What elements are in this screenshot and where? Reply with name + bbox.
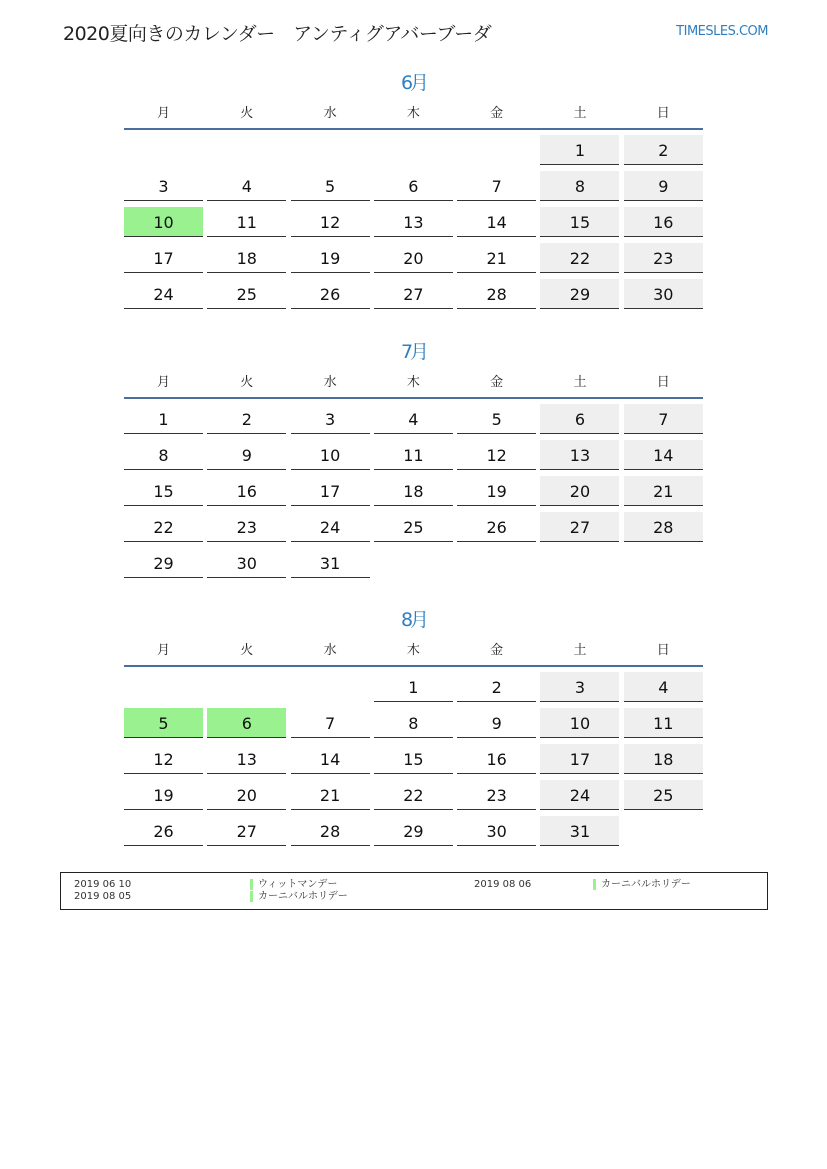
day-cell: 3 <box>291 404 370 434</box>
day-cell: 21 <box>291 780 370 810</box>
weekday-label: 金 <box>490 106 504 121</box>
day-cell: 19 <box>124 780 203 810</box>
day-cell: 6 <box>207 708 286 738</box>
day-cell: 10 <box>291 440 370 470</box>
day-cell: 22 <box>124 512 203 542</box>
day-cell: 31 <box>540 816 619 846</box>
day-cell: 30 <box>457 816 536 846</box>
week-row <box>124 780 703 810</box>
day-cell: 1 <box>540 135 619 165</box>
day-cell: 31 <box>291 548 370 578</box>
empty-day-cell <box>291 672 370 702</box>
weekday-label: 水 <box>323 643 337 658</box>
day-cell: 30 <box>624 279 703 309</box>
day-cell: 5 <box>291 171 370 201</box>
day-cell: 25 <box>374 512 453 542</box>
empty-day-cell <box>374 548 453 578</box>
weekday-label: 木 <box>406 375 420 390</box>
day-cell: 2 <box>624 135 703 165</box>
day-cell: 13 <box>207 744 286 774</box>
weekday-label: 火 <box>240 106 254 121</box>
day-cell: 27 <box>207 816 286 846</box>
day-cell: 10 <box>540 708 619 738</box>
day-cell: 27 <box>374 279 453 309</box>
day-cell: 6 <box>540 404 619 434</box>
day-cell: 17 <box>124 243 203 273</box>
day-cell: 28 <box>624 512 703 542</box>
month-block <box>124 70 703 315</box>
legend-holiday <box>593 879 691 891</box>
weekday-label: 土 <box>573 106 587 121</box>
page-title: 2020夏向きのカレンダー アンティグアバーブーダ <box>63 23 492 45</box>
weekday-label: 金 <box>490 375 504 390</box>
day-cell: 8 <box>124 440 203 470</box>
day-cell: 21 <box>457 243 536 273</box>
day-cell: 14 <box>291 744 370 774</box>
legend-holiday-name: カーニバルホリデー <box>601 879 691 890</box>
month-block <box>124 339 703 584</box>
day-cell: 3 <box>124 171 203 201</box>
day-cell: 25 <box>207 279 286 309</box>
weekday-label: 水 <box>323 375 337 390</box>
week-row <box>124 171 703 201</box>
day-cell: 29 <box>540 279 619 309</box>
day-cell: 24 <box>124 279 203 309</box>
week-row <box>124 243 703 273</box>
legend-date: 2019 08 05 <box>74 891 132 902</box>
day-cell: 12 <box>457 440 536 470</box>
legend-holiday-name: ウィットマンデー <box>258 879 338 890</box>
weekday-label: 月 <box>156 375 170 390</box>
weekday-label: 月 <box>156 643 170 658</box>
week-row <box>124 548 703 578</box>
day-cell: 12 <box>291 207 370 237</box>
weekday-label: 土 <box>573 375 587 390</box>
day-cell: 26 <box>457 512 536 542</box>
day-cell: 25 <box>624 780 703 810</box>
day-cell: 9 <box>457 708 536 738</box>
day-cell: 7 <box>457 171 536 201</box>
empty-day-cell <box>291 135 370 165</box>
day-cell: 26 <box>124 816 203 846</box>
day-cell: 23 <box>624 243 703 273</box>
day-cell: 17 <box>540 744 619 774</box>
day-cell: 9 <box>624 171 703 201</box>
day-cell: 4 <box>207 171 286 201</box>
day-cell: 24 <box>540 780 619 810</box>
day-cell: 27 <box>540 512 619 542</box>
empty-day-cell <box>624 816 703 846</box>
empty-day-cell <box>207 672 286 702</box>
month-title: 8月 <box>400 609 427 631</box>
week-row <box>124 207 703 237</box>
day-cell: 9 <box>207 440 286 470</box>
weekday-label: 火 <box>240 375 254 390</box>
day-cell: 19 <box>457 476 536 506</box>
day-cell: 22 <box>540 243 619 273</box>
week-row <box>124 708 703 738</box>
holiday-legend <box>60 872 768 910</box>
legend-holiday <box>250 879 337 891</box>
day-cell: 16 <box>624 207 703 237</box>
empty-day-cell <box>540 548 619 578</box>
day-cell: 23 <box>457 780 536 810</box>
empty-day-cell <box>457 135 536 165</box>
weekday-label: 日 <box>656 643 670 658</box>
weekday-header <box>124 637 703 667</box>
day-cell: 1 <box>124 404 203 434</box>
day-cell: 16 <box>457 744 536 774</box>
day-cell: 26 <box>291 279 370 309</box>
day-cell: 23 <box>207 512 286 542</box>
day-cell: 15 <box>374 744 453 774</box>
day-cell: 6 <box>374 171 453 201</box>
day-cell: 7 <box>291 708 370 738</box>
weekday-label: 土 <box>573 643 587 658</box>
month-title: 7月 <box>400 341 427 363</box>
weekday-label: 日 <box>656 106 670 121</box>
weekday-label: 月 <box>156 106 170 121</box>
day-cell: 4 <box>624 672 703 702</box>
day-cell: 29 <box>374 816 453 846</box>
day-cell: 5 <box>124 708 203 738</box>
day-cell: 2 <box>207 404 286 434</box>
week-row <box>124 404 703 434</box>
day-cell: 3 <box>540 672 619 702</box>
weekday-label: 木 <box>406 106 420 121</box>
day-cell: 10 <box>124 207 203 237</box>
weekday-header <box>124 100 703 130</box>
weekday-label: 金 <box>490 643 504 658</box>
month-block <box>124 607 703 852</box>
day-cell: 7 <box>624 404 703 434</box>
legend-holiday-name: カーニバルホリデー <box>258 891 348 902</box>
day-cell: 18 <box>624 744 703 774</box>
day-cell: 13 <box>374 207 453 237</box>
day-cell: 15 <box>540 207 619 237</box>
day-cell: 5 <box>457 404 536 434</box>
day-cell: 17 <box>291 476 370 506</box>
day-cell: 21 <box>624 476 703 506</box>
week-row <box>124 135 703 165</box>
empty-day-cell <box>207 135 286 165</box>
empty-day-cell <box>124 135 203 165</box>
day-cell: 30 <box>207 548 286 578</box>
legend-holiday <box>250 891 348 903</box>
month-title: 6月 <box>400 72 427 94</box>
day-cell: 11 <box>624 708 703 738</box>
day-cell: 2 <box>457 672 536 702</box>
weekday-label: 木 <box>406 643 420 658</box>
day-cell: 28 <box>457 279 536 309</box>
weekday-header <box>124 369 703 399</box>
weekday-label: 日 <box>656 375 670 390</box>
empty-day-cell <box>457 548 536 578</box>
day-cell: 12 <box>124 744 203 774</box>
day-cell: 19 <box>291 243 370 273</box>
brand-link[interactable]: TIMESLES.COM <box>676 24 768 39</box>
holiday-marker <box>250 879 253 890</box>
day-cell: 24 <box>291 512 370 542</box>
legend-date: 2019 08 06 <box>474 879 532 890</box>
day-cell: 8 <box>374 708 453 738</box>
week-row <box>124 816 703 846</box>
day-cell: 16 <box>207 476 286 506</box>
weekday-label: 水 <box>323 106 337 121</box>
week-row <box>124 744 703 774</box>
day-cell: 15 <box>124 476 203 506</box>
holiday-marker <box>593 879 596 890</box>
day-cell: 1 <box>374 672 453 702</box>
day-cell: 20 <box>207 780 286 810</box>
day-cell: 11 <box>374 440 453 470</box>
holiday-marker <box>250 891 253 902</box>
empty-day-cell <box>374 135 453 165</box>
day-cell: 20 <box>540 476 619 506</box>
week-row <box>124 512 703 542</box>
legend-date: 2019 06 10 <box>74 879 132 890</box>
day-cell: 22 <box>374 780 453 810</box>
day-cell: 18 <box>207 243 286 273</box>
day-cell: 20 <box>374 243 453 273</box>
week-row <box>124 440 703 470</box>
week-row <box>124 672 703 702</box>
day-cell: 8 <box>540 171 619 201</box>
weekday-label: 火 <box>240 643 254 658</box>
day-cell: 29 <box>124 548 203 578</box>
day-cell: 14 <box>457 207 536 237</box>
week-row <box>124 476 703 506</box>
day-cell: 28 <box>291 816 370 846</box>
day-cell: 4 <box>374 404 453 434</box>
week-row <box>124 279 703 309</box>
day-cell: 13 <box>540 440 619 470</box>
day-cell: 14 <box>624 440 703 470</box>
empty-day-cell <box>124 672 203 702</box>
day-cell: 18 <box>374 476 453 506</box>
empty-day-cell <box>624 548 703 578</box>
day-cell: 11 <box>207 207 286 237</box>
